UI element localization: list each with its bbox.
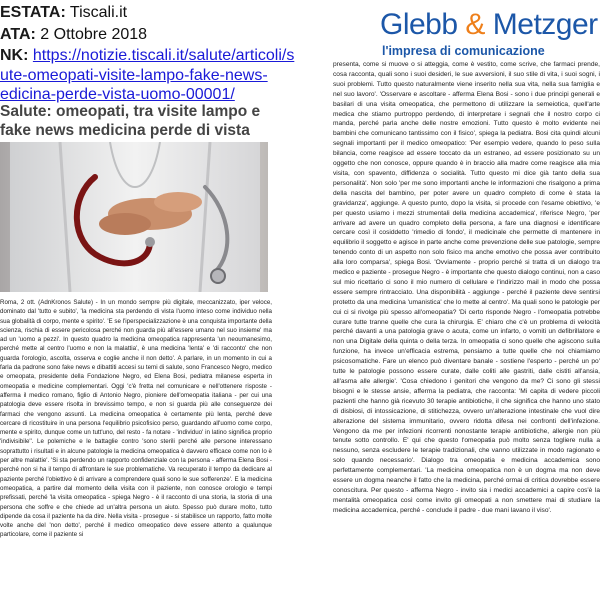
article-photo — [0, 142, 268, 292]
link-label: NK: — [0, 47, 29, 64]
testata-line — [0, 4, 127, 22]
logo-name-part-1: Glebb — [380, 8, 458, 41]
article-title: Salute: omeopati, tra visite lampo e fake news medicina perde di vista — [0, 103, 261, 139]
doctor-stethoscope-image — [0, 142, 268, 292]
data-label: ATA: — [0, 26, 36, 43]
testata-value: Tiscali.it — [69, 4, 128, 21]
data-value: 2 Ottobre 2018 — [40, 26, 148, 43]
article-link-part-3[interactable]: edicina-perde-vista-uomo-00001/ — [0, 86, 235, 103]
article-body-right-column: presenta, come si muove o si atteggia, come è vestito, come scrive, che farmaci prende, cosa racconta, quali sono i suoi desideri, le sue avversioni, il suo stile di vita, i suoi sogni, i suoi problemi. Tutto questo naturalmente viene inserito nella sua vita, nella sua famiglia e nel suo lavoro'. 'Osservare e ascoltare - afferma Elena Bosi - sono i due principi generali e basilari di una visita omeopatica, che permettono di utilizzare la semeiotica, quell'arte medica che stiamo purtroppo perdendo, di interpretare i segnali che il nostro corpo ci manda, perché parla anche delle nostre emozioni. Tutto questo è molto evidente nei bambini che comunicano tantissimo con il fisico', spiega la pediatra. Bosi cita quindi alcuni segnali importanti per il medico omeopatico: 'Per esempio vedere, quando lo peso sulla bilancia, come reagisce ad essere toccato da un estraneo, ad essere posizionato su un oggetto che non conosce, oppure quando è in braccio alla madre come reagisce alla mia visita, con spavento, diffidenza o socialità. Tutto questo mi dice già tanto della sua personalità'. Non solo 'per me sono importanti anche le informazioni che risalgono a prima della nascita del bambino, per poter avere un quadro completo di come è stata la gravidanza', aggiunge. A questo punto, dopo la visita, si procede con l'esame obiettivo, 'e per questo usiamo i mezzi strumentali della medicina accademica', riferisce Negro, 'per arrivare ad avere un quadro completo della persona, a fare una diagnosi e identificare cercare così il cosiddetto 'rimedio di fondo', il medicinale che permette di mantenere in equilibrio il soggetto e agisce in parte anche come prevenzione delle sue patologie, sempre tenendo conto di un aspetto non solo fisico ma anche emotivo che possa aver contribuito alla loro comparsa', spiega Bosi. 'Ovviamente - proprio perché si tratta di un dialogo tra medico e paziente - prosegue Negro - è importante che questo dialogo continui, non a caso sul mio ricettario ci sono il mio numero di cellulare e l'indirizzo mail in modo che possa essere sempre rintracciato. Una disponibilità - aggiunge - perché il paziente deve sentirsi protetto da una medicina 'umanistica' che lo mette al centro'. Ma quali sono le patologie per cui ci si rivolge più spesso all'omeopatia? 'Di certo risponde Negro - l'omeopatia potrebbe curare tutte tranne quelle che cura la chirurgia. E' chiaro che c'è un problema di velocità perché davanti a una patologia grave o acuta, come un infarto, o vomiti un defibrillatore e non una Digitale della quinta o della terza. In omeopatia ci sono quelle che agiscono sulla funzione, ha invece un'efficacia estrema, pensiamo a tutte quelle che noi chiamiamo psicosomatiche. Fare un elenco può diventare banale - sostiene l'esperto - perché un po' tutte le patologie possono essere curate, dalle coliti alle gastriti, dalle cistiti all'ansia, all'asma alle allergie'. 'Cosa chiedono i genitori che vengono da me? Ci sono gli stessi bisogni e le stesse ansie, afferma la pediatra, che racconta: 'Mi capita di vedere piccoli pazienti che hanno già ricevuto 30 terapie antibiotiche, il che significa che hanno uno stato di disbiosi, di intossicazione, di stitichezza, ovvero un'alterazione intestinale che vuol dire alterazione del sistema immunitario, ovvero ridotta difesa nei confronti dell'infezione. Vengono da me per infezioni ricorrenti nonostante terapie antibiotiche, allergie non più tenute sotto controllo. E' qui che questo l'omeopatia può molto senza togliere nulla a nessuno, senza escludere le terapie tradizionali, che vanno utilizzate in modo ragionato e solo quando necessario'. Dialogo tra omeopatia e medicina accademica sono perfettamente complementari. 'La medicina omeopatica non è un dogma ma non deve essere un dogma neanche il fatto che la medicina, perché ormai di critica dovrebbe essere conoscitura. Per questo - afferma Negro - invito sia i medici accademici a capire cos'è la mentalità omeopatica così come invito gli omeopati a non smettere mai di studiare la medicina accademica, perché - conclude il padre - due mani lavano il viso'. — [333, 61, 600, 514]
logo-name-part-2: Metzger — [492, 8, 598, 41]
article-body-left-column: Roma, 2 ott. (AdnKronos Salute) - In un mondo sempre più digitale, meccanizzato, iper veloce, dominato dal 'tutto e subito', 'la medicina sta perdendo di vista l'uomo inteso come individuo nella sua globalità di corpo, mente e spirito'. 'E se l'iperspecializzazione è una conquista importante della scienza, rischia di essere pericolosa perché non guarda più all'essere umano nel suo insieme' ma ad un 'uomo a pezzi'. In questo quadro la medicina omeopatica rappresenta 'un neoumanesimo, perché mette al centro l'uomo e non la malattia', è una medicina 'lenta' e 'di racconto' che non guarda l'orologio, ascolta, osserva e coglie anche il non detto'. A parlare, in un momento in cui a farla da padrone sono fake news e dibattiti accesi su temi di salute, sono Francesco Negro, medico e omeopata, presidente della Fondazione Negro, ed Elena Bosi, pediatra milanese esperta in omeopatia e medicine complementari. Oggi 'c'è fretta nel comunicare e nell'ottenere risposte - afferma il medico romano, figlio di Antonio Negro, pioniere dell'omeopatia italiana - per cui una patologia deve essere risolta in brevissimo tempo, e non si guarda più alle conseguenze dei farmaci che vengono assunti. La medicina omeopatica è certamente più lenta, perché deve cercare di ricostituire in una persona l'equilibrio psicofisico perso, guardando all'uomo come corpo, mente e spirito, dunque come un tutt'uno, del resto - fa notare - 'individuo' in latino significa proprio 'indivisibile''. Le polemiche e le battaglie contro 'sono sterili perché alle persone interessano soprattutto i risultati e in alcune patologie la medicina omeopatica è davvero efficace come non lo è per altre malattie'. 'Si sta perdendo un rapporto confidenziale con la persona - afferma Elena Bosi - perché non si ha il tempo di affrontare le sue problematiche. Va recuperato il tempo da dedicare al paziente perché l'obiettivo è di arrivare a comprendere quali sono le sue sofferenze'. E la medicina omeopatica, a partire dal momento della visita con il paziente, non conosce orologio e tempi prefissati, perché 'la visita omeopatica - spiega Negro - è il racconto di una storia, la storia di una persona che soffre e che chiede ad un'altra persona un aiuto. Spesso può durare molto, tutto dipende da cosa il paziente ha da dire. Nella visita - prosegue - si stabilisce un rapporto, fatto molte volte anche del 'non detto', perché il medico omeopatico deve essere attento a qualunque particolare, come il paziente si — [0, 299, 272, 539]
agency-logo — [372, 8, 600, 60]
logo-ampersand: & — [465, 8, 485, 41]
logo-wordmark — [380, 8, 598, 42]
data-line — [0, 26, 147, 44]
article-link-part-2[interactable]: ute-omeopati-visite-lampo-fake-news- — [0, 67, 268, 84]
link-line-1 — [0, 47, 294, 65]
article-link-part-1[interactable]: https://notizie.tiscali.it/salute/articoli/s — [32, 47, 295, 64]
testata-label: ESTATA: — [0, 4, 66, 21]
logo-tagline: l'impresa di comunicazione — [382, 44, 545, 58]
